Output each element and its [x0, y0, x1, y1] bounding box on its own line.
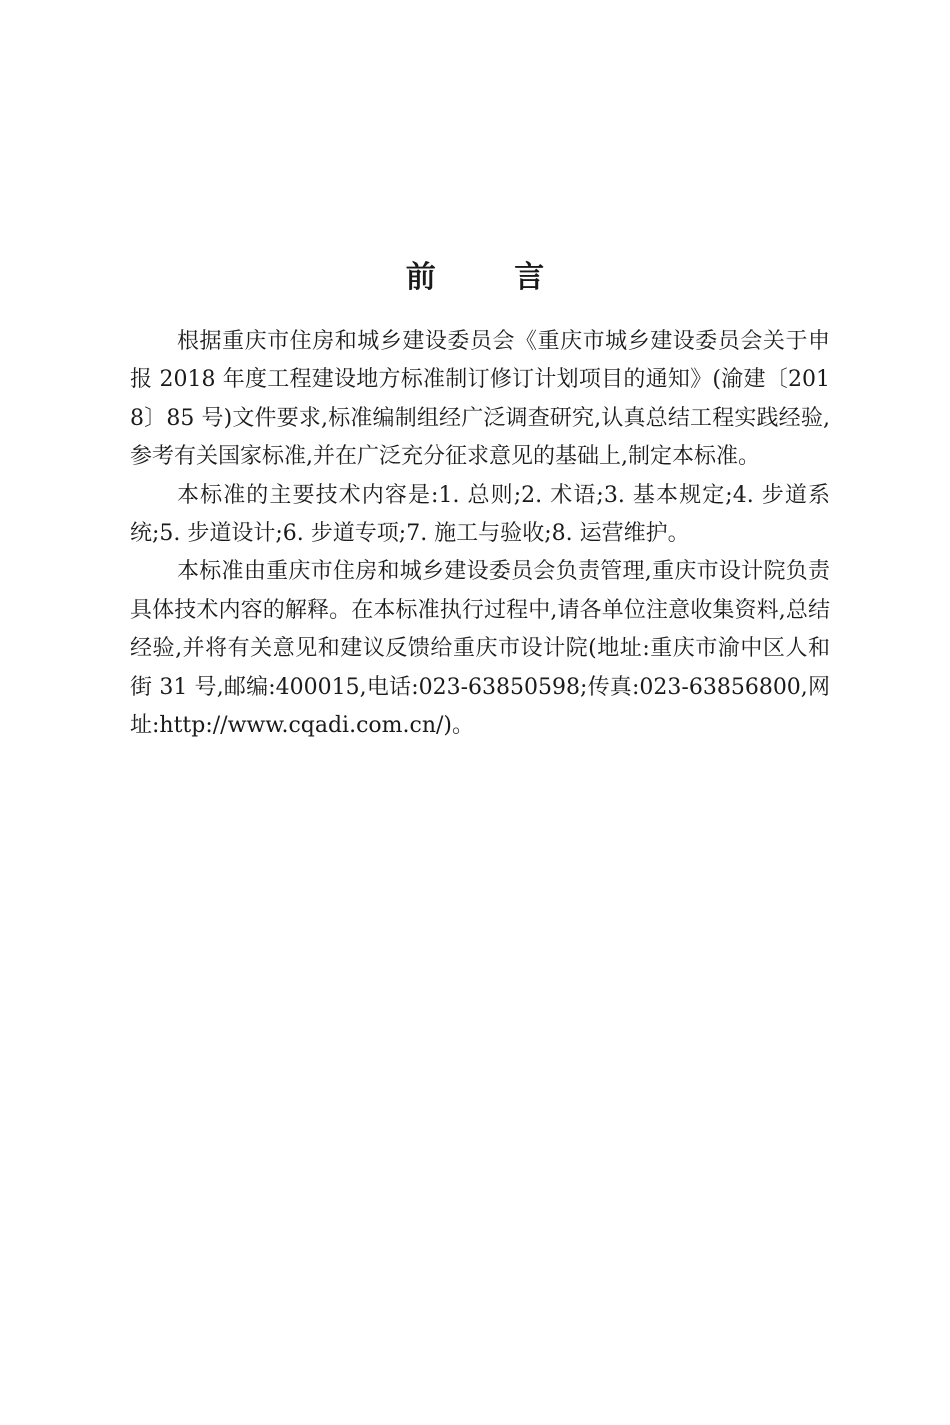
paragraph-contents: 本标准的主要技术内容是:1. 总则;2. 术语;3. 基本规定;4. 步道系统;5. 步道设计;6. 步道专项;7. 施工与验收;8. 运营维护。	[130, 482, 830, 547]
preface-body	[130, 323, 830, 745]
page-title: 前 言	[405, 260, 579, 296]
paragraph-basis: 根据重庆市住房和城乡建设委员会《重庆市城乡建设委员会关于申报 2018 年度工程建设地方标准制订修订计划项目的通知》(渝建〔2018〕85 号)文件要求,标准编制组经广泛调查研究,认真总结工程实践经验,参考有关国家标准,并在广泛充分征求意见的基础上,制定本标准。	[130, 329, 830, 470]
paragraph-management: 本标准由重庆市住房和城乡建设委员会负责管理,重庆市设计院负责具体技术内容的解释。在本标准执行过程中,请各单位注意收集资料,总结经验,并将有关意见和建议反馈给重庆市设计院(地址:重庆市渝中区人和街 31 号,邮编:400015,电话:023-63850598;传真:023-63856800,网址:http://www.cqadi.com.cn/)。	[130, 559, 830, 739]
